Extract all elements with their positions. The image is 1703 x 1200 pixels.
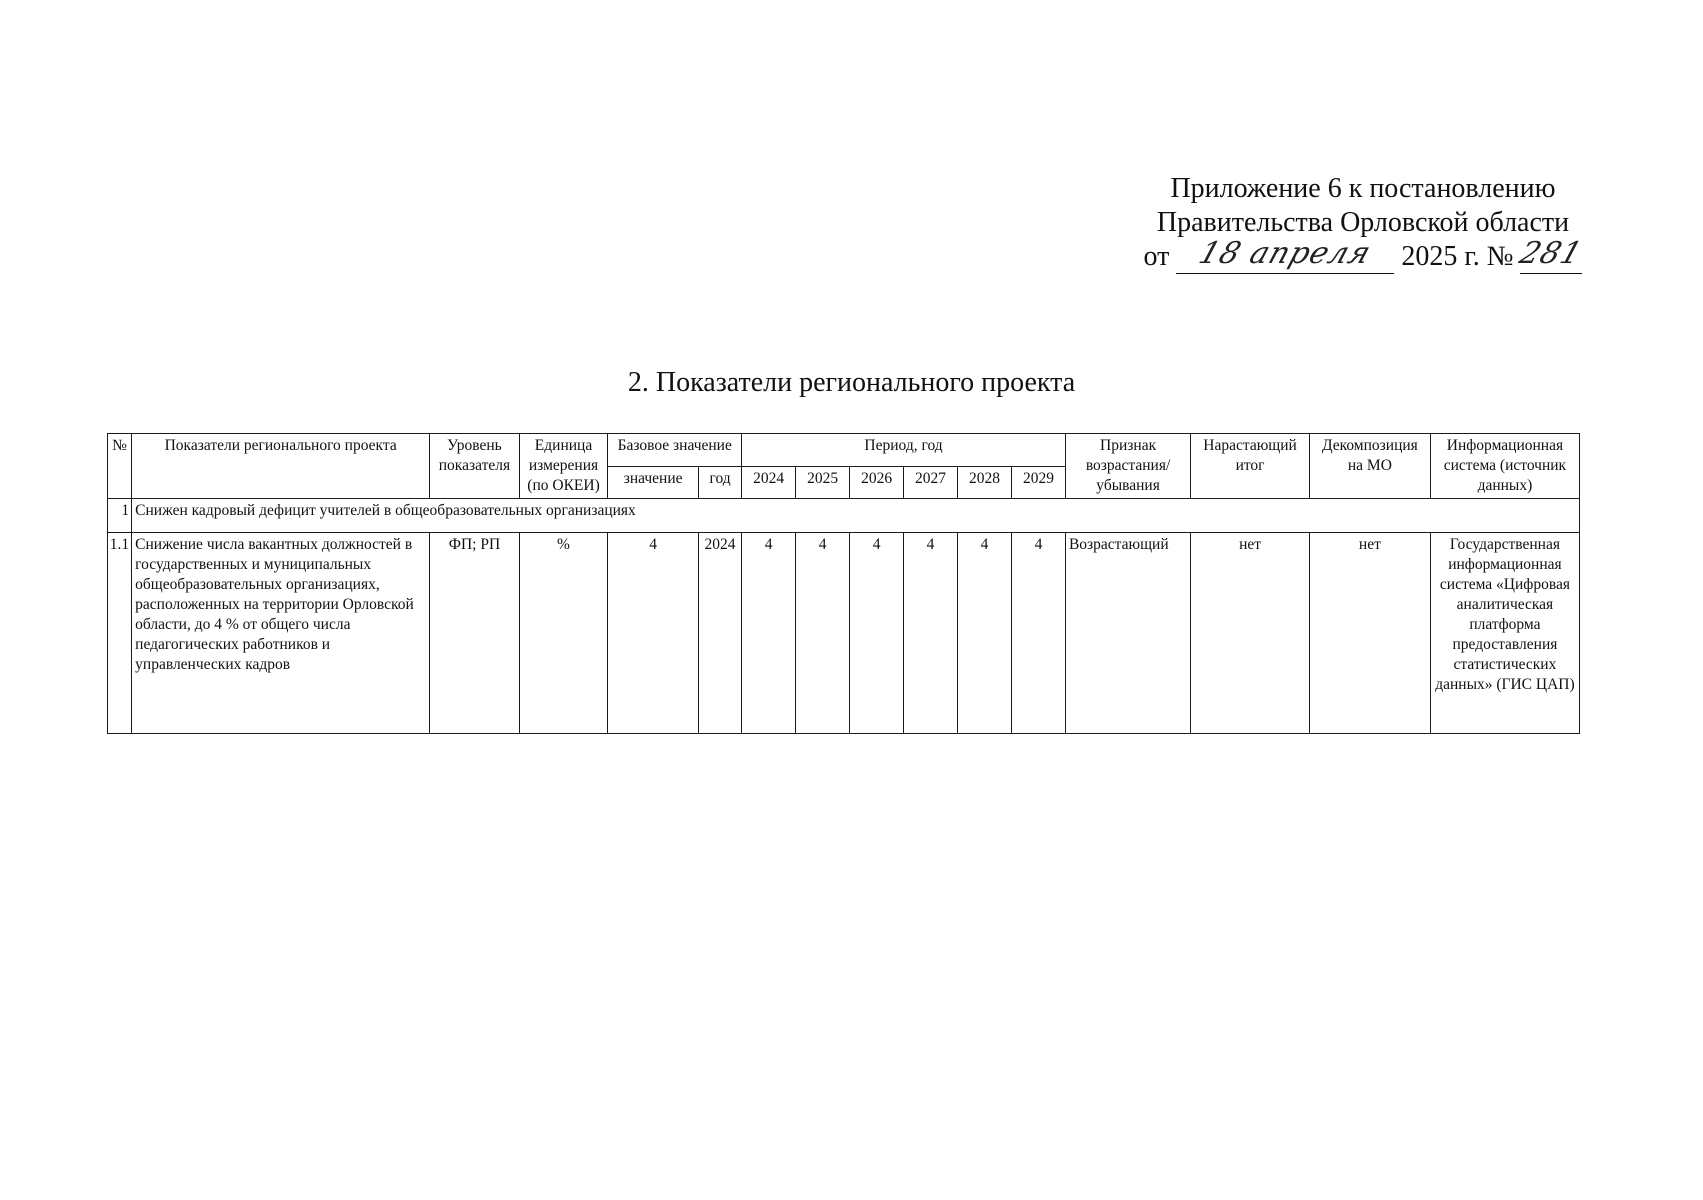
header-year-2025: 2025 [796, 466, 850, 499]
row-base-value: 4 [608, 533, 699, 734]
row-2027: 4 [904, 533, 958, 734]
row-2029: 4 [1011, 533, 1065, 734]
date-blank [1176, 236, 1394, 274]
header-num: № [108, 434, 132, 499]
appendix-line-2: Правительства Орловской области [1156, 207, 1570, 238]
number-blank [1515, 236, 1588, 274]
header-info-system: Информационная система (источник данных) [1430, 434, 1579, 499]
handwritten-date: 18 апреля [1194, 236, 1377, 271]
row-unit: % [519, 533, 608, 734]
row-2028: 4 [958, 533, 1012, 734]
table-row [108, 533, 1580, 734]
header-base-value: значение [608, 466, 699, 499]
header-year-2028: 2028 [958, 466, 1012, 499]
indicators-table [107, 433, 1580, 734]
appendix-header [1093, 172, 1633, 274]
group-num: 1 [108, 499, 132, 533]
group-row [108, 499, 1580, 533]
appendix-line-3 [1093, 236, 1633, 274]
header-name: Показатели регионального проекта [132, 434, 430, 499]
header-base-year: год [698, 466, 741, 499]
from-prefix: от [1143, 241, 1170, 272]
header-cumulative: Нарастающий итог [1191, 434, 1310, 499]
row-name: Снижение числа вакантных должностей в государственных и муниципальных общеобразовательных организациях, расположенных на территории Орловской области, до 4 % от общего числа педагогических работников и управленческих кадров [132, 533, 430, 734]
row-2026: 4 [850, 533, 904, 734]
row-sign: Возрастающий [1065, 533, 1190, 734]
header-year-2027: 2027 [904, 466, 958, 499]
header-unit: Единица измерения (по ОКЕИ) [519, 434, 608, 499]
handwritten-number: 281 [1515, 236, 1588, 271]
header-year-2026: 2026 [850, 466, 904, 499]
header-year-2029: 2029 [1011, 466, 1065, 499]
appendix-line-1: Приложение 6 к постановлению [1170, 173, 1556, 204]
header-year-2024: 2024 [742, 466, 796, 499]
row-level: ФП; РП [430, 533, 520, 734]
section-title: 2. Показатели регионального проекта [627, 367, 1076, 398]
header-base: Базовое значение [608, 434, 742, 467]
row-info-system: Государственная информационная система «Цифровая аналитическая платформа предоставления статистических данных» (ГИС ЦАП) [1430, 533, 1579, 734]
row-base-year: 2024 [698, 533, 741, 734]
header-level: Уровень показателя [430, 434, 520, 499]
year-number-label: 2025 г. № [1401, 241, 1514, 272]
header-sign: Признак возрастания/ убывания [1065, 434, 1190, 499]
header-decomposition: Декомпозиция на МО [1309, 434, 1430, 499]
row-2024: 4 [742, 533, 796, 734]
group-title: Снижен кадровый дефицит учителей в общеобразовательных организациях [132, 499, 1580, 533]
row-num: 1.1 [108, 533, 132, 734]
row-2025: 4 [796, 533, 850, 734]
row-cumulative: нет [1191, 533, 1310, 734]
header-period: Период, год [742, 434, 1066, 467]
row-decomposition: нет [1309, 533, 1430, 734]
